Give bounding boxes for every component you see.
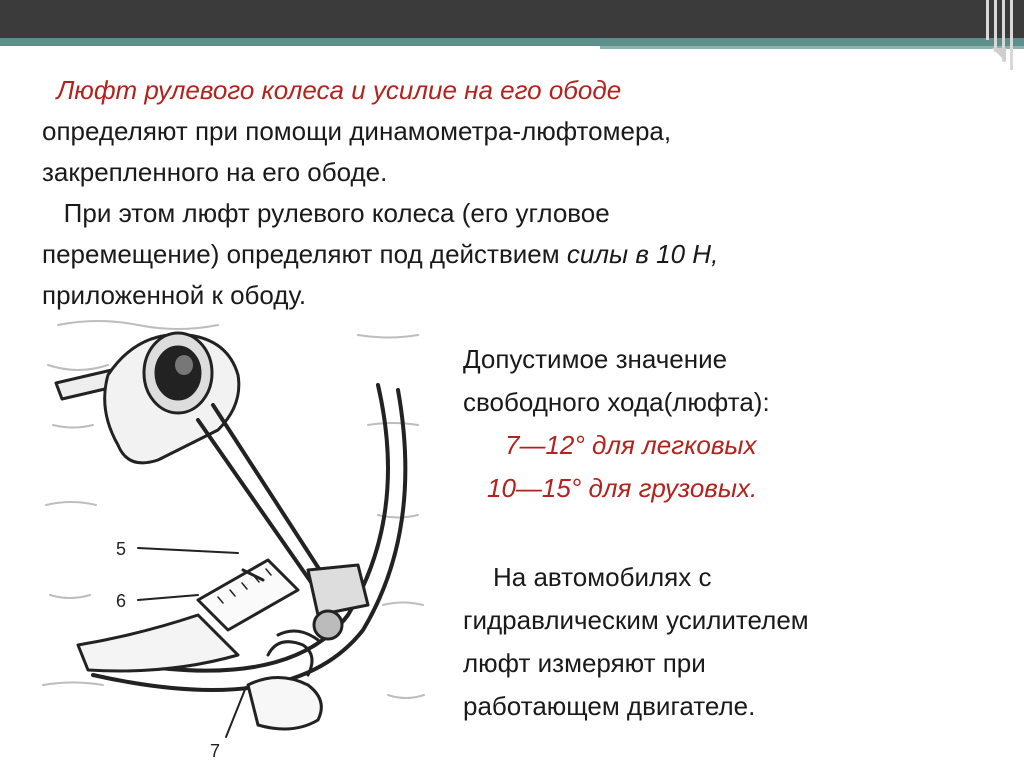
- intro-line-5: перемещение) определяют под действием силы в 10 Н,: [42, 239, 719, 269]
- note-line-1: На автомобилях с: [493, 562, 712, 592]
- tolerance-line-2: свободного хода(люфта):: [463, 387, 770, 417]
- intro-line-1: [42, 70, 972, 111]
- note-line-4: работающем двигателе.: [463, 691, 756, 721]
- intro-text: [42, 70, 972, 316]
- intro-line-2: определяют при помощи динамометра-люфтомера,: [42, 116, 672, 146]
- dynamometer-illustration: [38, 305, 438, 760]
- top-thin-stripe: [600, 46, 1024, 49]
- tolerance-text: [463, 338, 1003, 728]
- intro-line-3: закрепленного на его ободе.: [42, 157, 388, 187]
- note-line-3: люфт измеряют при: [463, 648, 706, 678]
- force-value: силы в 10 Н,: [566, 239, 719, 269]
- intro-line-6: приложенной к ободу.: [42, 280, 307, 310]
- truck-tolerance: 10—15° для грузовых.: [487, 473, 758, 503]
- figure-label-5: 5: [116, 539, 127, 559]
- dynamometer-drawing: [38, 305, 438, 760]
- page-corner-fold: [992, 48, 1006, 62]
- intro-heading: Люфт рулевого колеса и усилие на его ободе: [56, 75, 622, 105]
- tolerance-line-1: Допустимое значение: [463, 344, 728, 374]
- figure-label-6: 6: [116, 591, 127, 611]
- top-teal-stripe: [0, 38, 1024, 46]
- note-line-2: гидравлическим усилителем: [463, 605, 809, 635]
- top-decoration-bar: [0, 0, 1024, 38]
- passenger-tolerance: 7—12° для легковых: [505, 430, 757, 460]
- intro-line-4: При этом люфт рулевого колеса (его угловое: [63, 198, 610, 228]
- figure-label-7: 7: [210, 741, 221, 760]
